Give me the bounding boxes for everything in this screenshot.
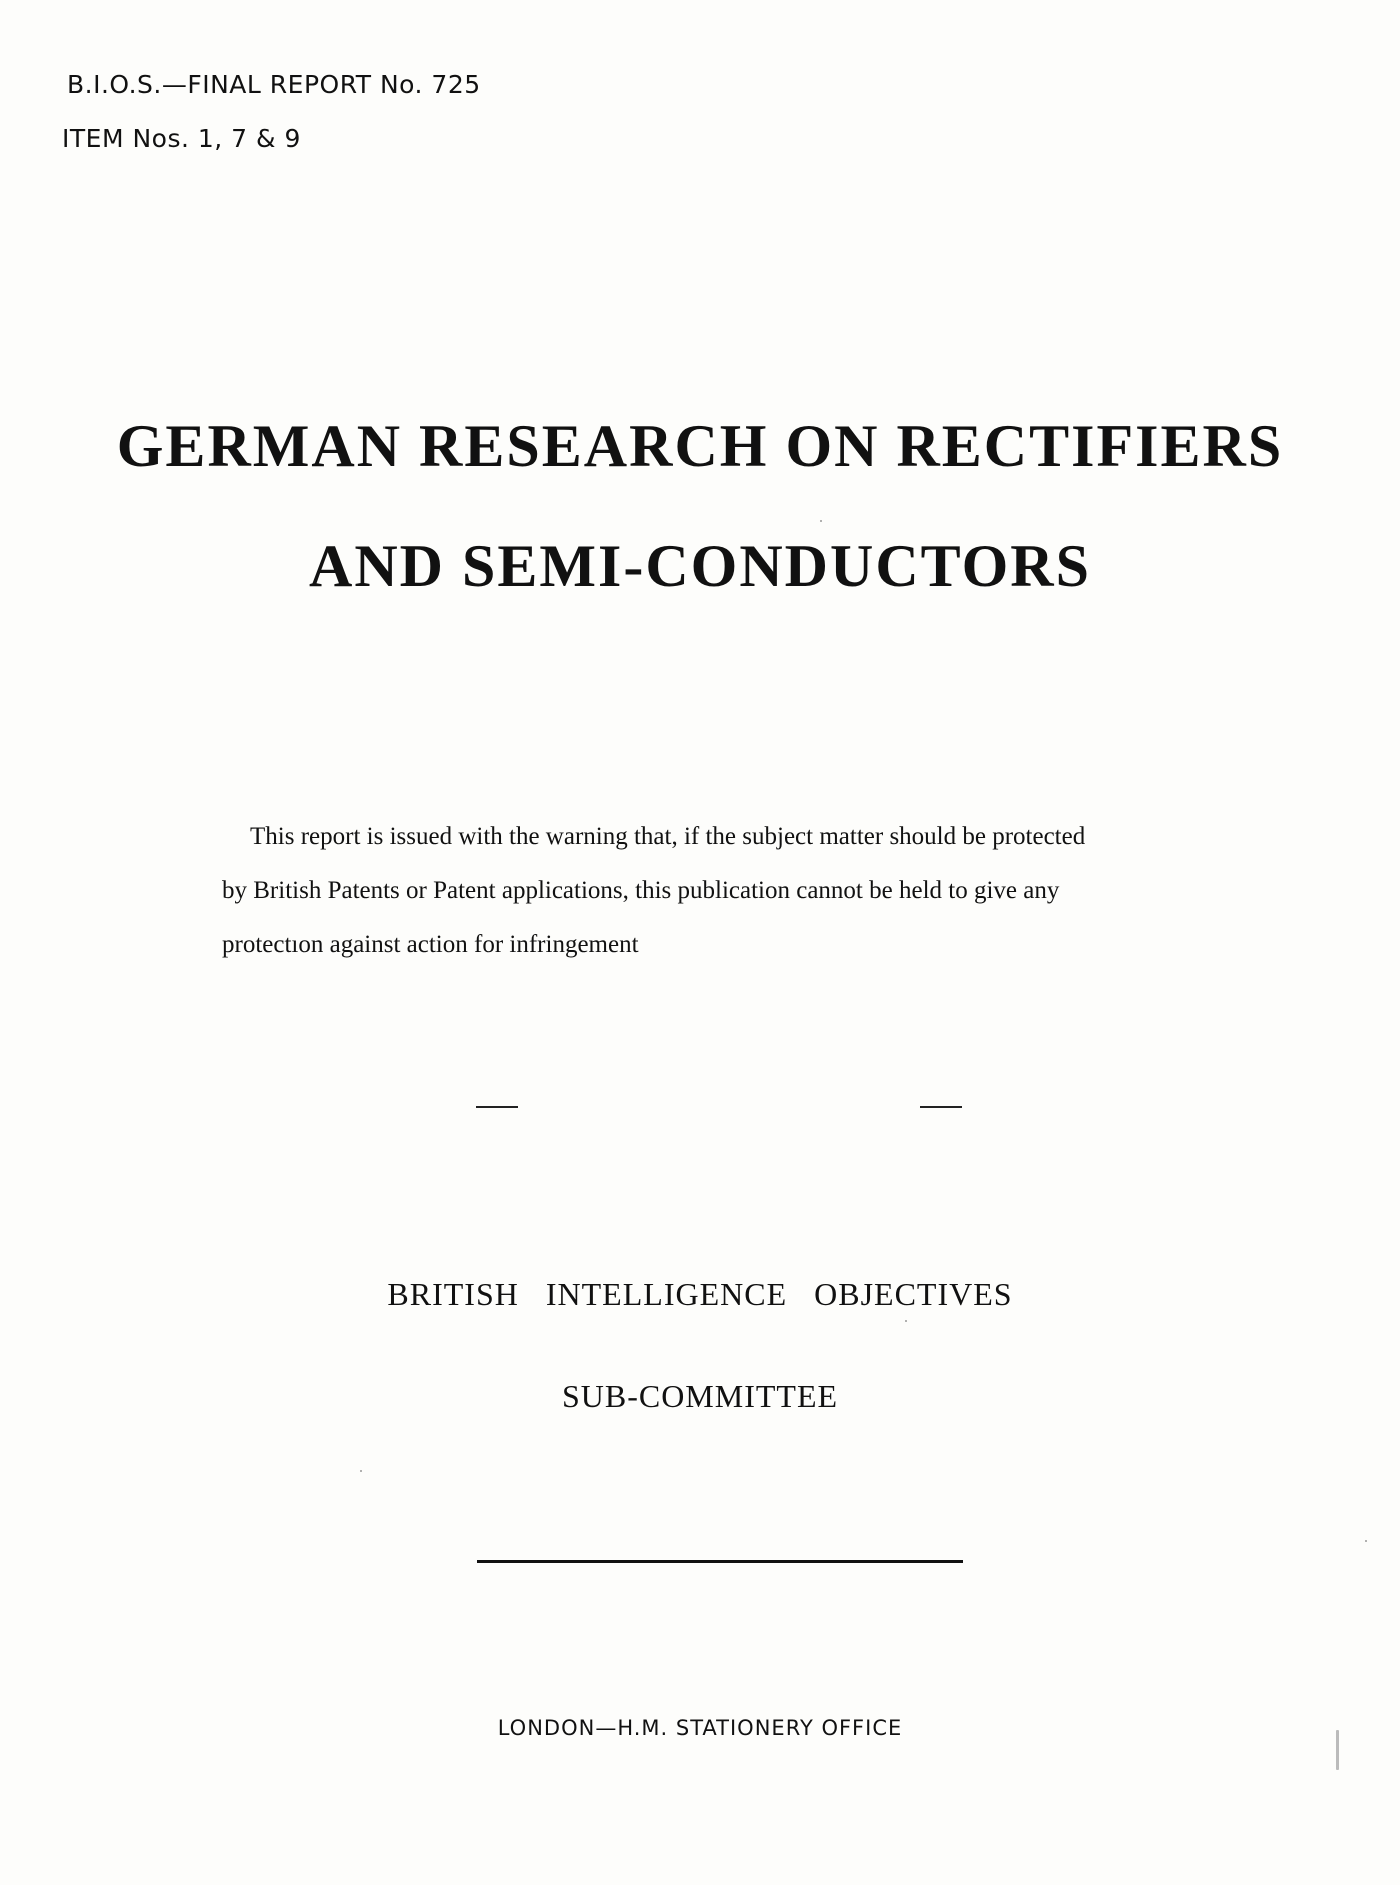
warning-line-3: protectıon against action for infringement xyxy=(222,931,639,958)
report-number: B.I.O.S.—FINAL REPORT No. 725 xyxy=(67,70,481,99)
item-numbers: ITEM Nos. 1, 7 & 9 xyxy=(62,124,301,153)
warning-line-2: by British Patents or Patent applications, this publication cannot be held to give any xyxy=(222,877,1060,904)
publisher-line: LONDON—H.M. STATIONERY OFFICE xyxy=(497,1716,903,1740)
scan-speck xyxy=(905,1320,907,1322)
committee-line-2: SUB-COMMITTEE xyxy=(561,1378,839,1414)
patent-warning xyxy=(222,810,1232,972)
title-line-2: AND SEMI-CONDUCTORS xyxy=(309,533,1091,599)
scan-speck xyxy=(1365,1540,1367,1542)
title-line-1: GERMAN RESEARCH ON RECTIFIERS xyxy=(116,413,1284,479)
committee-line-1: BRITISH INTELLIGENCE OBJECTIVES xyxy=(387,1276,1013,1312)
horizontal-rule xyxy=(477,1560,963,1563)
scan-speck xyxy=(820,520,822,522)
right-dash-divider xyxy=(920,1106,962,1108)
left-dash-divider xyxy=(476,1106,518,1108)
scan-mark xyxy=(1336,1730,1339,1770)
warning-line-1: This report is issued with the warning that, if the subject matter should be protected xyxy=(250,823,1086,850)
scan-speck xyxy=(360,1470,362,1472)
